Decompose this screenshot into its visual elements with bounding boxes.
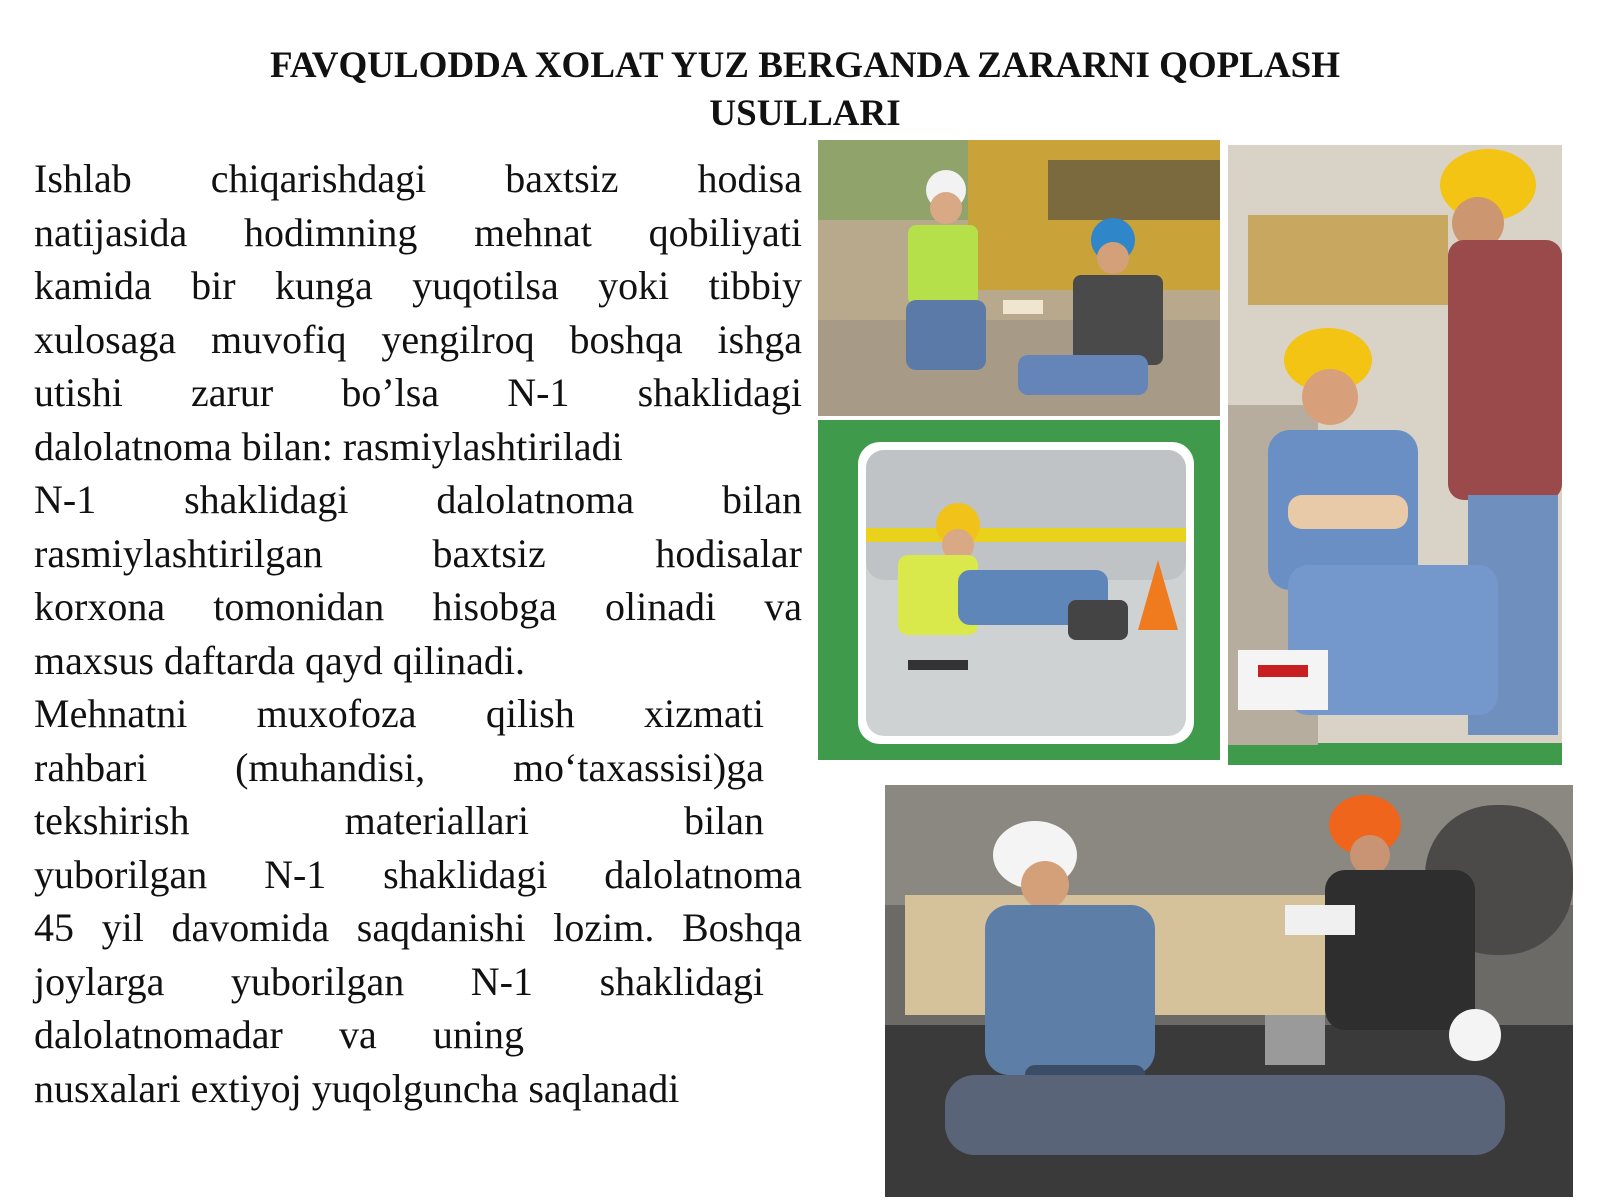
text-line: yuborilgan N-1 shaklidagi dalolatnoma <box>34 851 802 897</box>
paragraph-2 <box>34 473 802 687</box>
paragraph-3 <box>34 687 802 1115</box>
text-line: nusxalari extiyoj yuqolguncha saqlanadi <box>34 1065 680 1111</box>
slide-title <box>200 42 1410 138</box>
title-line-1: FAVQULODDA XOLAT YUZ BERGANDA ZARARNI QOPLASH <box>269 45 1341 86</box>
paragraph-1 <box>34 152 802 473</box>
text-line: korxona tomonidan hisobga olinadi va <box>34 584 802 629</box>
worker-holding-arm-photo <box>1228 145 1562 765</box>
text-line: dalolatnomadar va uning <box>34 1012 524 1057</box>
title-line-2: USULLARI <box>709 93 901 134</box>
text-line: kamida bir kunga yuqotilsa yoki tibbiy <box>34 263 802 308</box>
text-line: utishi zarur bo’lsa N-1 shaklidagi <box>34 370 802 415</box>
text-line: xulosaga muvofiq yengilroq boshqa ishga <box>34 316 802 362</box>
text-line: natijasida hodimning mehnat qobiliyati <box>34 209 802 255</box>
rescue-workers-ground-photo <box>885 785 1573 1197</box>
text-line: Ishlab chiqarishdagi baxtsiz hodisa <box>34 156 802 201</box>
injured-worker-floor-photo <box>818 420 1220 760</box>
body-text <box>34 152 802 1115</box>
text-line: dalolatnoma bilan: rasmiylashtiriladi <box>34 423 623 469</box>
text-line: N-1 shaklidagi dalolatnoma bilan <box>34 477 802 522</box>
text-line: 45 yil davomida saqdanishi lozim. Boshqa <box>34 905 802 950</box>
text-line: Mehnatni muxofoza qilish xizmati <box>34 691 764 736</box>
text-line: joylarga yuborilgan N-1 shaklidagi <box>34 958 764 1004</box>
text-line: rasmiylashtirilgan baxtsiz hodisalar <box>34 530 802 576</box>
text-line: rahbari (muhandisi, mo‘taxassisi)ga <box>34 744 764 790</box>
text-line: tekshirish materiallari bilan <box>34 798 764 843</box>
first-aid-bandaging-photo <box>818 140 1220 416</box>
text-line: maxsus daftarda qayd qilinadi. <box>34 637 525 683</box>
